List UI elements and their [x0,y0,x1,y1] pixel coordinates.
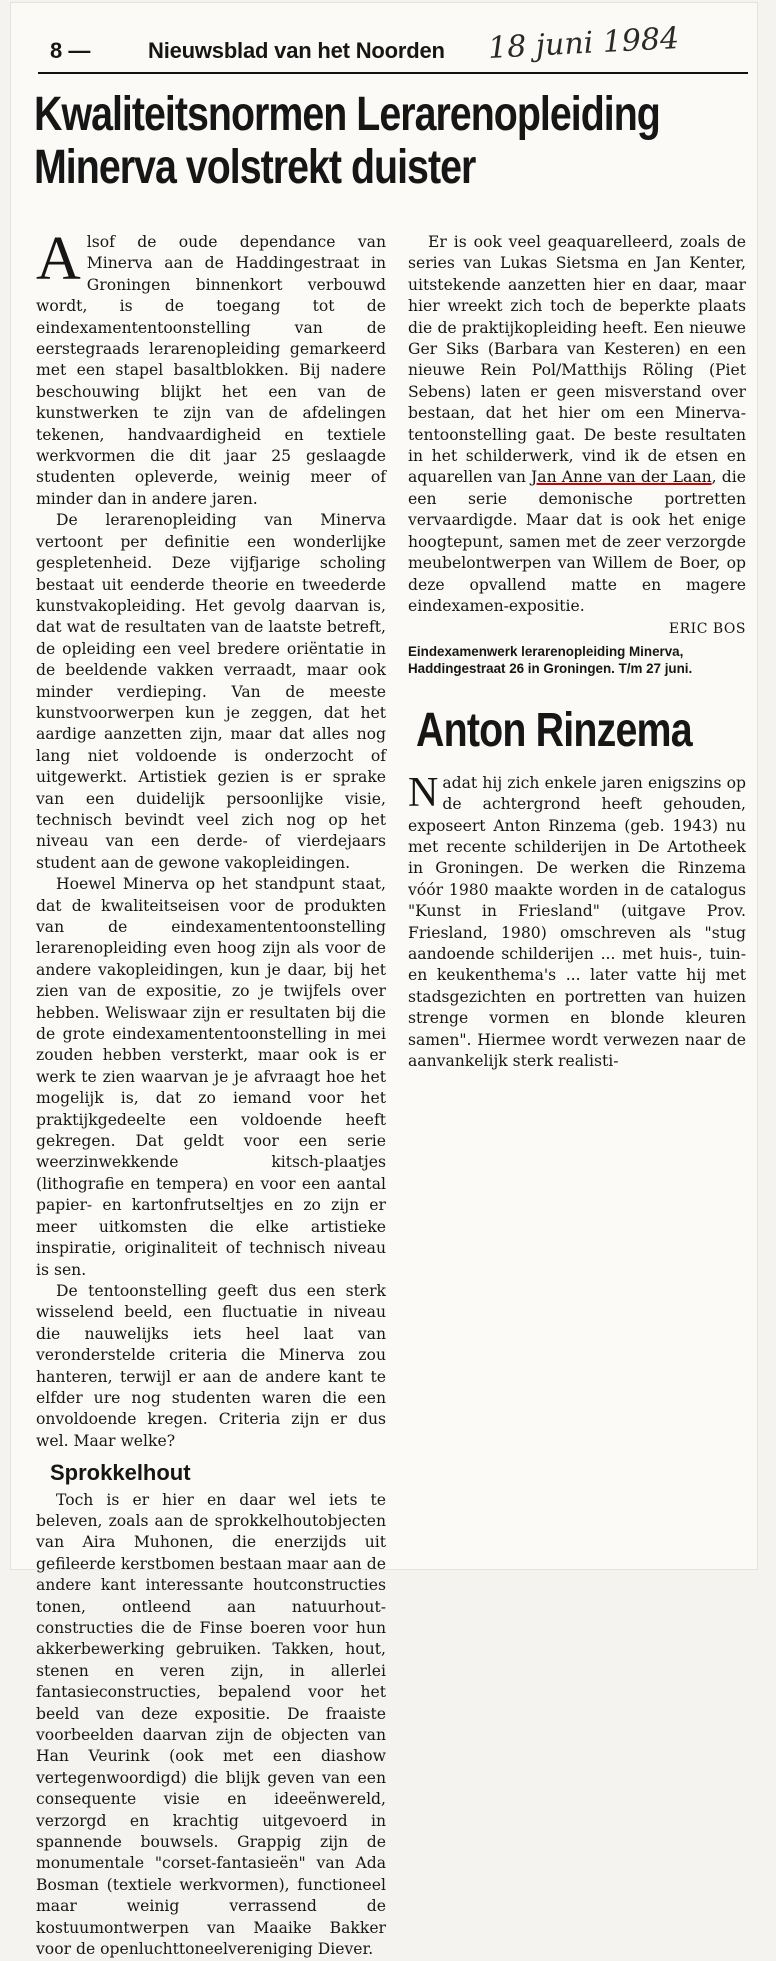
drop-cap: A [36,225,81,293]
page-header [38,21,748,74]
drop-cap-2: N [408,769,439,816]
article2-headline: Anton Rinzema [416,703,692,757]
article-headline [34,88,660,194]
subheading: Sprokkelhout [50,1460,191,1486]
paragraph-6: Er is ook veel geaquarelleerd, zoals de series van Lukas Sietsma en Jan Kenter, uitstekende aanzetten hier en daar, maar hier wreekt zich toch de beperkte plaats die de praktijkopleiding heeft. Een nieuwe Ger Siks (Barbara van Kesteren) en een nieuwe Rein Pol/Matthijs Röling (Piet Sebens) laten er geen misverstand over bestaan, dat het hier om een Minerva-tentoonstelling gaat. De beste resultaten in het schilderwerk, vind ik de etsen en aquarellen van Jan Anne van der Laan, die een serie demonische portretten vervaardigde. Maar dat is ook het enige hoogtepunt, samen met de zeer verzorgde meubelontwerpen van Willem de Boer, op deze opvallend matte en magere eindexamen-expositie. [408,233,746,615]
paragraph-5: Toch is er hier en daar wel iets te beleven, zoals aan de sprokkelhoutobjecten van Aira Muhonen, die enerzijds uit gefileerde kerstbomen bestaan maar aan de andere kant interessante houtconstructies tonen, ontleend aan natuurhout-constructies die de Finse boeren voor hun akkerbewerking gebruiken. Takken, hout, stenen en veren zijn, in allerlei fantasieconstructies, bepalend voor het beeld van deze expositie. De fraaiste voorbeelden daarvan zijn de objecten van Han Veurink (ook met een diashow vertegenwoordigd) die blijk geven van een consequente visie en ideeënwereld, verzorgd en krachtig uitgevoerd in spannende bouwsels. Grappig zijn de monumentale "corset-fantasieën" van Ada Bosman (textiele werkvormen), functioneel maar weinig verrassend de kostuumontwerpen van Maaike Bakker voor de openluchttoneelvereniging Diever. [36,1490,386,1959]
newspaper-name: Nieuwsblad van het Noorden [148,38,445,63]
headline-line-1: Kwaliteitsnormen Lerarenopleiding [34,88,660,141]
paragraph-1: Alsof de oude dependance van Minerva aan de Haddingestraat in Groningen binnenkort verbouwd wordt, is de toegang tot de eindexamententoonstelling van de eerstegraads lerarenopleiding gemarkeerd met een stapel basaltblokken. Bij nadere beschouwing blijkt het een van de kunstwerken te zijn van de afdelingen tekenen, handvaardigheid en textiele werkvormen die dit jaar 25 geslaagde studenten opleverde, weinig meer of minder dan in andere jaren. [36,225,386,508]
exhibition-credit: Eindexamenwerk lerarenopleiding Minerva, Haddingestraat 26 in Groningen. T/m 27 juni. [408,643,693,676]
underlined-name: Jan Anne van der Laan [531,468,712,487]
page-number: 8 — [50,38,91,63]
headline-line-2: Minerva volstrekt duister [34,141,476,194]
column-left [36,225,386,1961]
paragraph-4: De tentoonstelling geeft dus een sterk wisselend beeld, een fluctuatie in niveau die nauwelijks iets heel laat van veronderstelde criteria die Minerva zou hanteren, terwijl er aan de andere kant te elfder ure nog studenten waren die een onvoldoende kregen. Criteria zijn er dus wel. Maar welke? [36,1281,386,1450]
paragraph-3: Hoewel Minerva op het standpunt staat, dat de kwaliteitseisen voor de produkten van de eindexamententoonstelling lerarenopleiding even hoog zijn als voor de andere vakopleidingen, kun je daar, bij het zien van de expositie, zo je twijfels over hebben. Weliswaar zijn er resultaten bij die de grote eindexamententoonstelling in mei zouden hebben versterkt, maar ook is er werk te zien waarvan je je afvraagt hoe het mogelijk is, dat zo iemand voor het praktijkgedeelte een voldoende heeft gekregen. Dat geldt voor een serie weerzinwekkende kitsch-plaatjes (lithografie en tempera) en voor een aantal papier- en kartonfrutseltjes en zo zijn er meer uitkomsten die elke artistieke inspiratie, originaliteit of technisch niveau is sen. [36,875,386,1279]
handwritten-date: 18 juni 1984 [487,21,680,66]
paragraph-2: De lerarenopleiding van Minerva vertoont per definitie een wonderlijke gespletenheid. Deze vijfjarige scholing bestaat uit eenderde theorie en tweederde kunstvakopleiding. Het gevolg daarvan is, dat wat de resultaten van de laatste betreft, de opleiding een veel bredere oriëntatie in de beeldende vakken verraadt, maar ook minder verdieping. Van de meeste kunstvoorwerpen kun je zeggen, dat het aardige aanzetten zijn, maar dat alles nog lang niet voldoende is onderzocht of uitgewerkt. Artistiek gezien is er sprake van een duidelijk persoonlijke visie, technisch bevindt veel zich nog op het niveau van een derde- of vierdejaars student aan de gewone vakopleidingen. [36,511,386,872]
column-right [408,232,746,1072]
article2-paragraph-1: Nadat hij zich enkele jaren enigszins op de achtergrond heeft gehouden, exposeert Anton Rinzema (geb. 1943) nu met recente schilderijen in De Artotheek in Groningen. De werken die Rinzema vóór 1980 maakte worden in de catalogus "Kunst in Friesland" (uitgave Prov. Friesland, 1980) omschreven als "stug aandoende schilderijen ... met huis-, tuin- en keukenthema's ... later vatte hij met stadsgezichten en portretten van huizen strenge vormen en blonde kleuren samen". Hiermee wordt verwezen naar de aanvankelijk sterk realisti- [408,769,746,1070]
byline: ERIC BOS [668,621,746,638]
